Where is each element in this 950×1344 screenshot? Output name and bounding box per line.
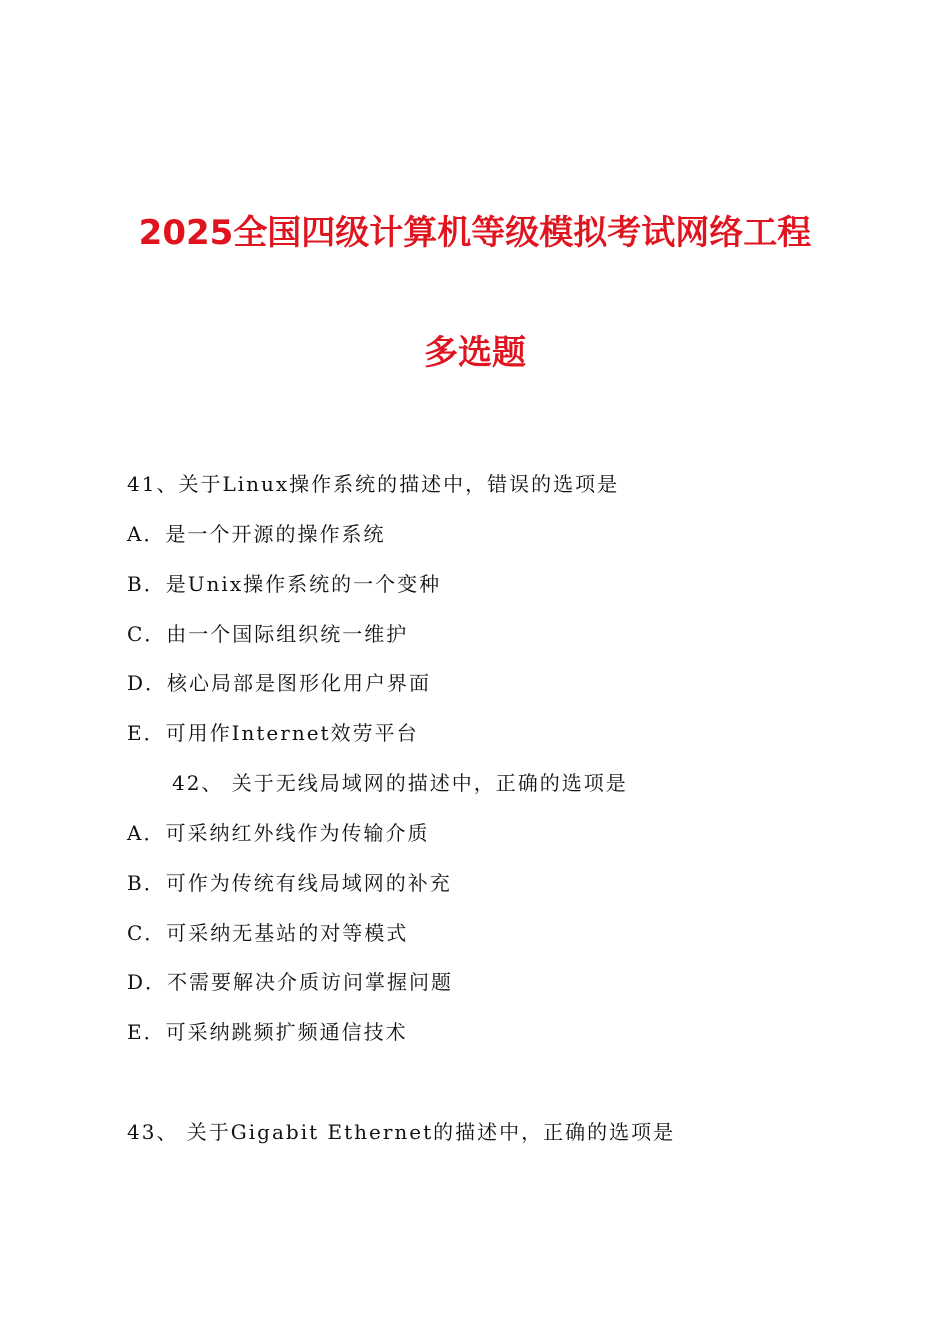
option-b: B．是Unix操作系统的一个变种 (127, 572, 442, 596)
option-d: D．核心局部是图形化用户界面 (127, 671, 432, 695)
document-title-line-2: 多选题 (424, 333, 526, 373)
option-d: D．不需要解决介质访问掌握问题 (127, 970, 454, 994)
option-a: A．可采纳红外线作为传输介质 (127, 821, 430, 845)
question-text: 42、 关于无线局域网的描述中，正确的选项是 (172, 771, 628, 795)
document-title-line-1: 2025全国四级计算机等级模拟考试网络工程 (138, 213, 812, 253)
option-c: C．可采纳无基站的对等模式 (127, 921, 409, 945)
question-text: 43、 关于Gigabit Ethernet的描述中，正确的选项是 (127, 1120, 676, 1144)
option-a: A．是一个开源的操作系统 (127, 522, 386, 546)
option-c: C．由一个国际组织统一维护 (127, 622, 409, 646)
option-e: E．可用作Internet效劳平台 (127, 721, 419, 745)
option-b: B．可作为传统有线局域网的补充 (127, 871, 452, 895)
option-e: E．可采纳跳频扩频通信技术 (127, 1020, 408, 1044)
question-text: 41、关于Linux操作系统的描述中，错误的选项是 (127, 472, 620, 496)
